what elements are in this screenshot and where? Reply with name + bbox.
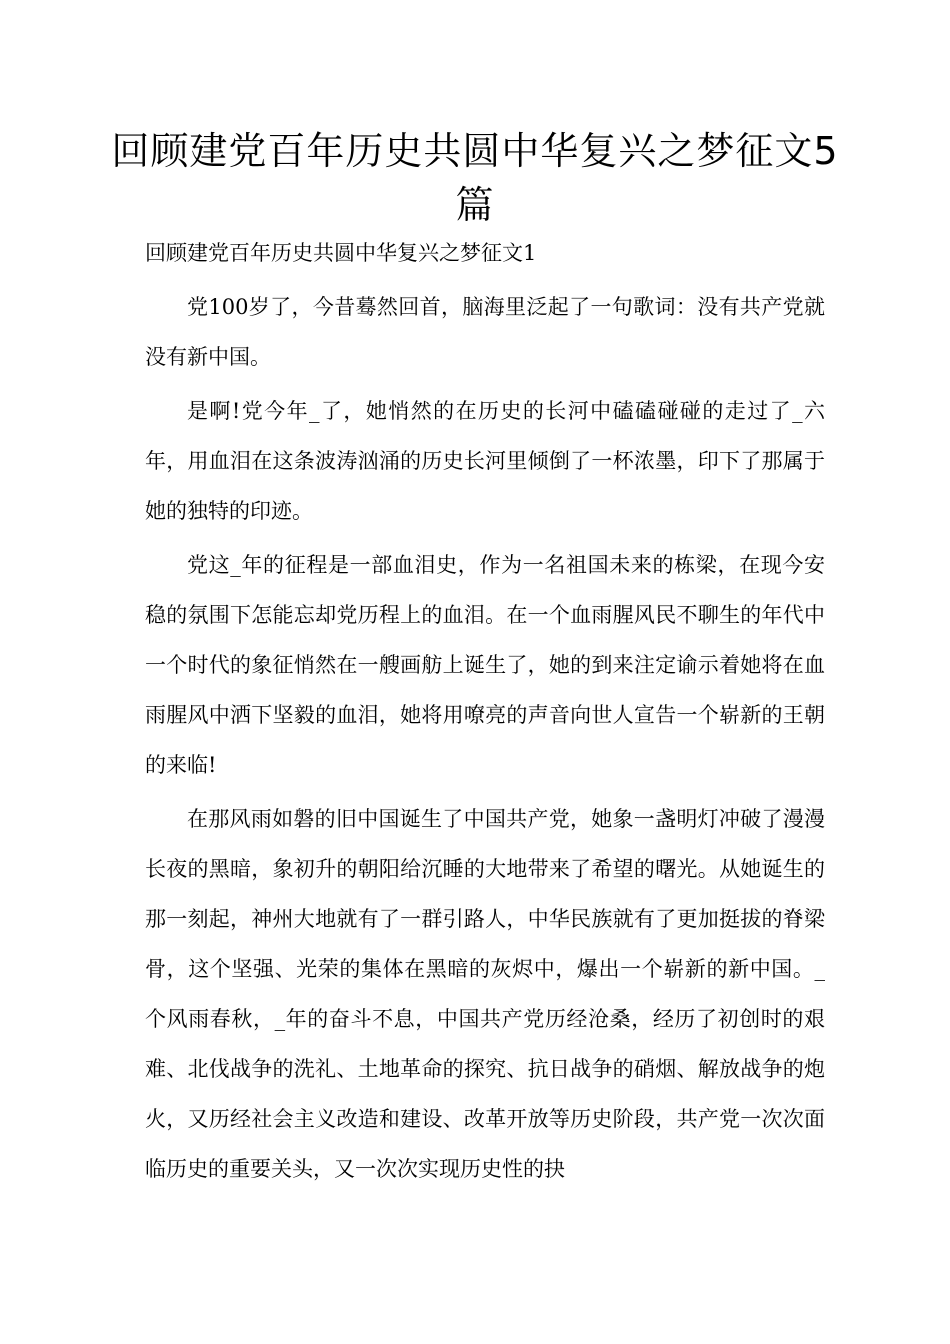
section-subtitle: 回顾建党百年历史共圆中华复兴之梦征文1: [145, 241, 537, 265]
paragraph-1: 党100岁了，今昔蓦然回首，脑海里泛起了一句歌词：没有共产党就没有新中国。: [145, 295, 825, 369]
paragraph-4: 在那风雨如磐的旧中国诞生了中国共产党，她象一盏明灯冲破了漫漫长夜的黑暗，象初升的朝阳给沉睡的大地带来了希望的曙光。从她诞生的那一刻起，神州大地就有了一群引路人，中华民族就有了更加挺拔的脊梁骨，这个坚强、光荣的集体在黑暗的灰烬中，爆出一个崭新的新中国。_个风雨春秋，_年的奋斗不息，中国共产党历经沧桑，经历了初创时的艰难、北伐战争的洗礼、土地革命的探究、抗日战争的硝烟、解放战争的炮火，又历经社会主义改造和建设、改革开放等历史阶段，共产党一次次面临历史的重要关头，又一次次实现历史性的抉: [145, 807, 825, 1181]
paragraph-3: 党这_年的征程是一部血泪史，作为一名祖国未来的栋梁，在现今安稳的氛围下怎能忘却党历程上的血泪。在一个血雨腥风民不聊生的年代中一个时代的象征悄然在一艘画舫上诞生了，她的到来注定谕示着她将在血雨腥风中洒下坚毅的血泪，她将用嘹亮的声音向世人宣告一个崭新的王朝的来临!: [145, 553, 825, 777]
document-title: 回顾建党百年历史共圆中华复兴之梦征文5篇: [111, 129, 839, 227]
document-body: [145, 228, 825, 1194]
paragraph-2: 是啊!党今年_了，她悄然的在历史的长河中磕磕碰碰的走过了_六年，用血泪在这条波涛汹涌的历史长河里倾倒了一杯浓墨，印下了那属于她的独特的印迹。: [145, 399, 825, 523]
